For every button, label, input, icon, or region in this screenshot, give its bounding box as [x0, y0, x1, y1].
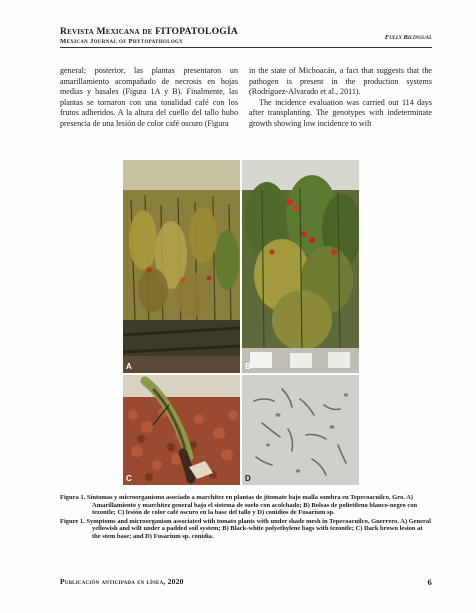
journal-title-spanish: Revista Mexicana de FITOPATOLOGÍA [60, 26, 239, 37]
panel-label-b: B [245, 362, 251, 371]
caption-spanish [60, 494, 432, 517]
running-head: Fully Bilingual [384, 34, 432, 41]
caption-label-en: Figure 1. [60, 517, 85, 525]
caption-label-es: Figura 1. [60, 494, 86, 501]
page-header [60, 26, 432, 46]
body-column-left [60, 66, 238, 130]
figure-panel-b [242, 160, 359, 373]
photo-stem-lesion [123, 375, 240, 485]
figure-captions [60, 494, 432, 542]
page-footer [60, 577, 432, 586]
figure-panel-d [242, 375, 359, 485]
figure-1 [123, 160, 359, 485]
page-number: 6 [427, 577, 432, 587]
figure-panel-c [123, 375, 240, 485]
body-paragraph: The incidence evaluation was carried out 114 days after transplanting. The genotypes with indeterminate growth showing low incidence to wilt [249, 97, 432, 128]
caption-english [60, 518, 432, 541]
panel-label-d: D [245, 474, 251, 483]
caption-text-en: Symptoms and microorganism associated with tomato plants with under shade mesh in Tepecoacuilco, Guerrero. A) General yellowish and wilt under a padded soil system; B) Black-white polyethylene bags with tezontle; C) Dark brown lesion at the stem base; and D) Fusarium sp. conidia. [86, 517, 431, 540]
panel-label-c: C [126, 474, 132, 483]
photo-plants-in-bags [242, 160, 359, 373]
photo-wilted-plants [123, 160, 240, 373]
figure-panel-a [123, 160, 240, 373]
caption-text-es: Síntomas y microorganismo asociado a marchitez en plantas de jitomate bajo malla sombra en Tepecoacuilco, Gro. A) Amarillamiento y marchitez general bajo el sistema de suelo con acolchado; B) Bolsas de polietileno blanco-negro con tezontle; C) lesión de color café oscuro en la base del tallo y D) conidios de Fusarium sp. [86, 494, 418, 517]
journal-title-english: Mexican Journal of Phytopathology [60, 38, 184, 45]
body-paragraph: in the state of Michoacán, a fact that suggests that the pathogen is present in the production systems (Rodríguez-Alvarado et al., 2011). [249, 66, 432, 97]
photo-fusarium-conidia [242, 375, 359, 485]
body-paragraph: general; posterior, las plantas presentaron un amarillamiento acompañado de necrosis en hojas medias y basales (Figura 1A y B). Finalmente, las plantas se tornaron con una tonalidad café con los frutos adheridos. A la altura del cuello del tallo hubo presencia de una lesión de color café oscuro (Figura [60, 66, 238, 128]
header-rule [60, 47, 432, 48]
publication-note: Publicación anticipada en línea, 2020 [60, 577, 184, 586]
body-column-right [249, 66, 432, 130]
panel-label-a: A [126, 362, 132, 371]
